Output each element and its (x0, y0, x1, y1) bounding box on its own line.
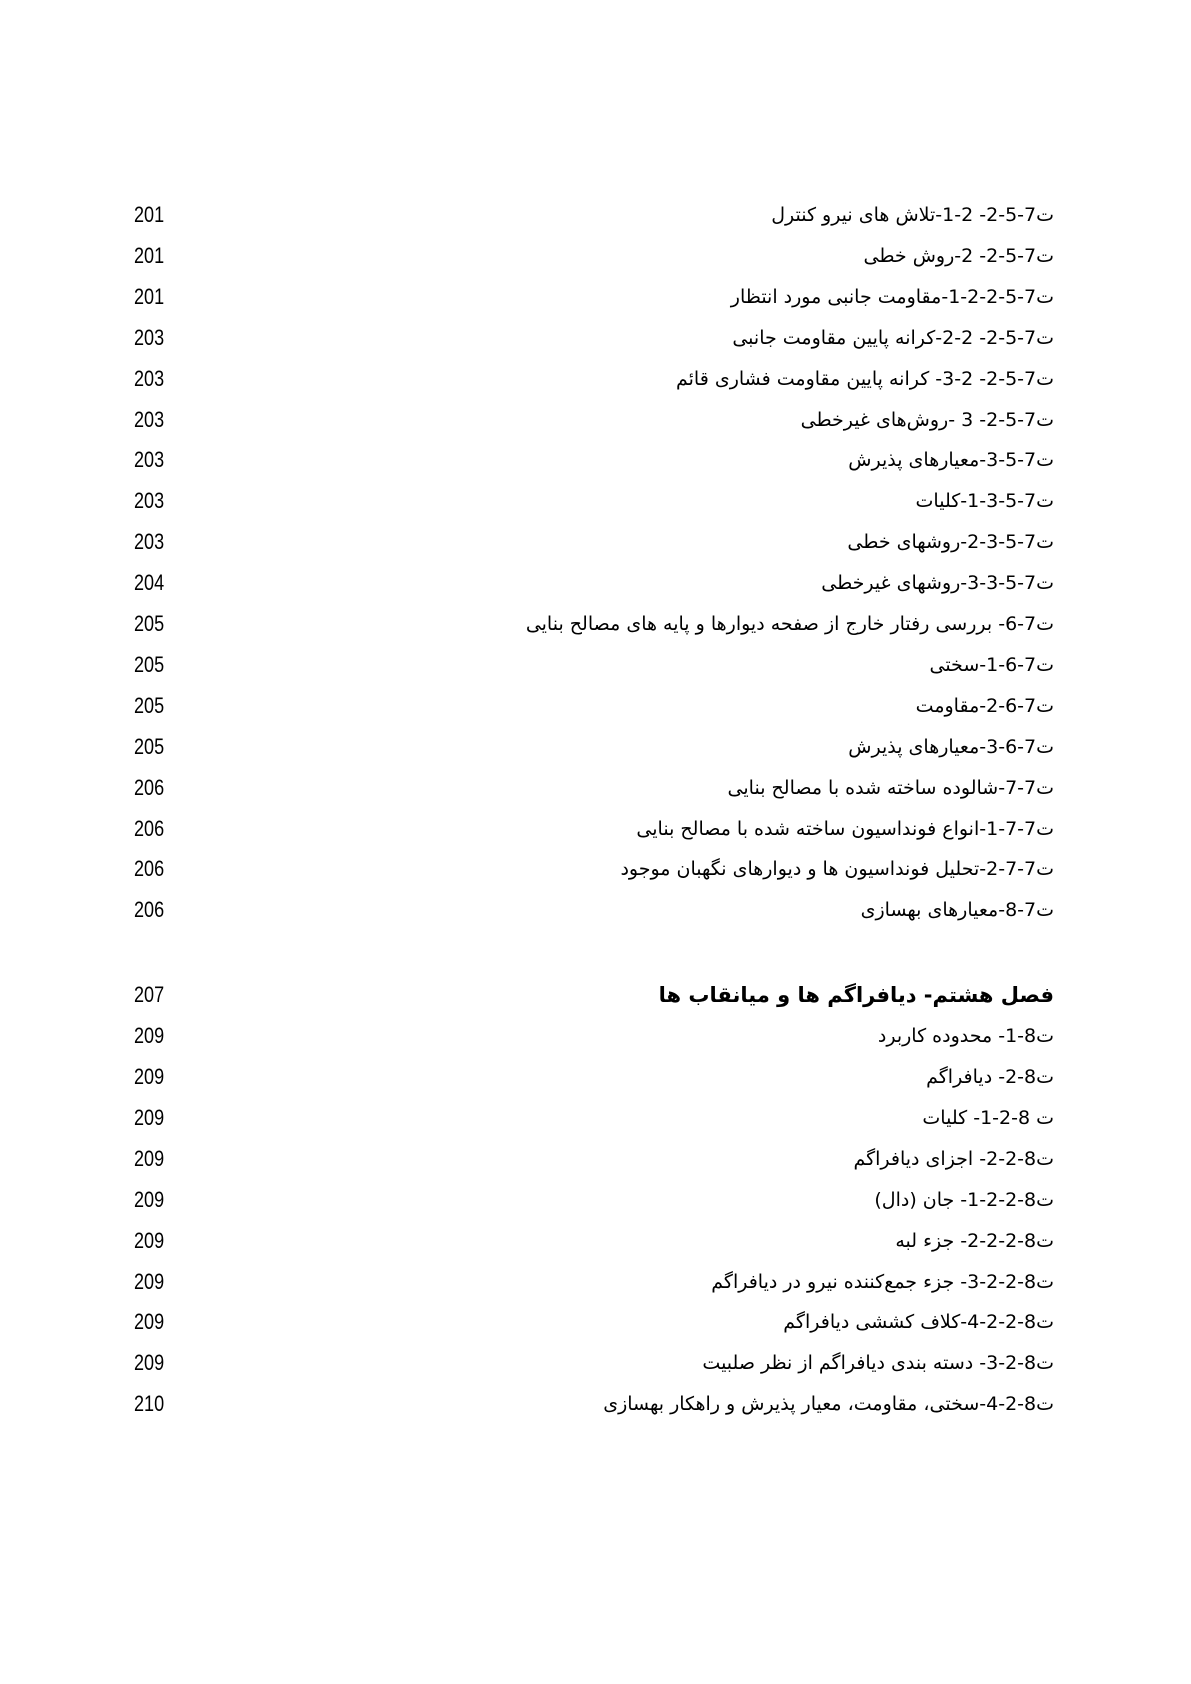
toc-page-number: 203 (134, 447, 165, 473)
toc-entry-title: ت7-7-2-تحلیل فونداسیون ها و دیوارهای نگهبان موجود (620, 858, 1054, 881)
toc-entry-title: ت8-2-2- اجزای دیافراگم (853, 1147, 1054, 1170)
toc-entry-row (0, 320, 1191, 356)
toc-page-number: 206 (134, 815, 165, 841)
toc-page-number: 206 (134, 897, 165, 923)
toc-entry-row (0, 1264, 1191, 1300)
toc-page-number: 209 (134, 1145, 165, 1171)
toc-entry-row (0, 1141, 1191, 1177)
toc-entry-row (0, 238, 1191, 274)
toc-entry-title: ت8-2-2-1- جان (دال) (874, 1188, 1054, 1211)
toc-page-number: 209 (134, 1227, 165, 1253)
toc-entry-title: ت7-5-3-1-کلیات (915, 490, 1054, 513)
toc-page-number: 209 (134, 1350, 165, 1376)
toc-entry-row (0, 729, 1191, 765)
toc-entry-title: ت7-5-2- 2-روش خطی (863, 244, 1054, 267)
toc-entry-row (0, 1059, 1191, 1095)
toc-entry-title: ت7-5-2- 2-3- کرانه پایین مقاومت فشاری قائم (675, 367, 1054, 390)
toc-entry-row (0, 361, 1191, 397)
toc-page-number: 209 (134, 1268, 165, 1294)
toc-page-number: 201 (134, 202, 165, 227)
toc-entry-row (0, 770, 1191, 806)
toc-entry-row (0, 279, 1191, 315)
toc-entry-title: ت8-2-4-سختی، مقاومت، معیار پذیرش و راهکار بهسازی (603, 1393, 1054, 1416)
toc-page-number: 201 (134, 283, 165, 309)
toc-entry-title: ت7-6-2-مقاومت (915, 694, 1054, 717)
toc-entry-title: ت7-5-2-2-1-مقاومت جانبی مورد انتظار (730, 285, 1054, 308)
toc-page-number: 209 (134, 1023, 165, 1049)
toc-entry-title: ت7-8-معیارهای بهسازی (860, 899, 1054, 922)
toc-entry-row (0, 688, 1191, 724)
toc-page-number: 209 (134, 1186, 165, 1212)
toc-entry-title: ت8-2- دیافراگم (926, 1066, 1054, 1088)
toc-page-number: 209 (134, 1104, 165, 1130)
toc-entry-title: ت7-5-2- 2-1-تلاش های نیرو کنترل (771, 204, 1054, 226)
toc-entry-row (0, 524, 1191, 560)
toc-entry-row (0, 1182, 1191, 1218)
toc-entry-row (0, 1345, 1191, 1381)
toc-entry-title: ت7-5-3-2-روشهای خطی (847, 531, 1054, 554)
toc-chapter-heading-row (0, 977, 1191, 1013)
toc-page-number: 207 (134, 982, 165, 1008)
toc-page-number: 206 (134, 774, 165, 800)
toc-page-number: 203 (134, 365, 165, 391)
toc-entry-row (0, 606, 1191, 642)
toc-entry-row (0, 1223, 1191, 1259)
toc-page-number: 203 (134, 529, 165, 555)
toc-entry-title: ت7-7-1-انواع فونداسیون ساخته شده با مصالح بنایی (636, 817, 1054, 840)
toc-page-number: 205 (134, 692, 165, 718)
toc-entry-title: ت7-5-2- 3 -روش‌های غیرخطی (800, 408, 1054, 431)
toc-entry-row (0, 1018, 1191, 1054)
toc-entry-row (0, 851, 1191, 887)
toc-entry-title: ت8-2-2-3- جزء جمع‌کننده نیرو در دیافراگم (711, 1270, 1054, 1293)
toc-page-number: 209 (134, 1064, 165, 1089)
toc-entry-title: ت8-2-2-4-کلاف کششی دیافراگم (783, 1311, 1054, 1334)
toc-page-number: 209 (134, 1309, 165, 1335)
toc-entry-row (0, 1100, 1191, 1136)
toc-entry-title: ت7-5-3-معیارهای پذیرش (848, 449, 1054, 472)
chapter-heading-title: فصل هشتم- دیافراگم ها و میانقاب ها (658, 983, 1054, 1008)
toc-entry-title: ت7-6-1-سختی (929, 653, 1054, 676)
toc-page-number: 203 (134, 324, 165, 350)
toc-page-number: 205 (134, 733, 165, 759)
toc-page-number: 206 (134, 856, 165, 882)
toc-entry-row (0, 647, 1191, 683)
toc-entry-title: ت7-5-2- 2-2-کرانه پایین مقاومت جانبی (732, 326, 1054, 349)
toc-entry-title: ت7-5-3-3-روشهای غیرخطی (821, 572, 1054, 595)
toc-entry-title: ت7-7-شالوده ساخته شده با مصالح بنایی (727, 776, 1054, 799)
toc-entry-row (0, 402, 1191, 438)
toc-entry-title: ت7-6- بررسی رفتار خارج از صفحه دیوارها و پایه های مصالح بنایی (525, 613, 1054, 635)
toc-page-number: 203 (134, 488, 165, 514)
toc-entry-title: ت8-1- محدوده کاربرد (877, 1025, 1054, 1048)
toc-entry-row (0, 197, 1191, 233)
toc-entry-row (0, 483, 1191, 519)
toc-page-number: 205 (134, 611, 165, 636)
toc-entry-row (0, 565, 1191, 601)
toc-page-number: 204 (134, 570, 165, 596)
toc-entry-row (0, 442, 1191, 478)
toc-entry-title: ت 8-2-1- کلیات (922, 1106, 1054, 1129)
toc-page-number: 205 (134, 651, 165, 677)
toc-page-number: 203 (134, 406, 165, 432)
toc-entry-row (0, 1304, 1191, 1340)
toc-page-number: 201 (134, 242, 165, 268)
toc-entry-title: ت8-2-2-2- جزء لبه (895, 1229, 1054, 1252)
toc-entry-title: ت8-2-3- دسته بندی دیافراگم از نظر صلبیت (702, 1352, 1054, 1375)
toc-entry-row (0, 811, 1191, 847)
toc-page-number: 210 (134, 1391, 165, 1417)
toc-entry-row (0, 1386, 1191, 1422)
toc-entry-row (0, 892, 1191, 928)
toc-entry-title: ت7-6-3-معیارهای پذیرش (848, 735, 1054, 758)
